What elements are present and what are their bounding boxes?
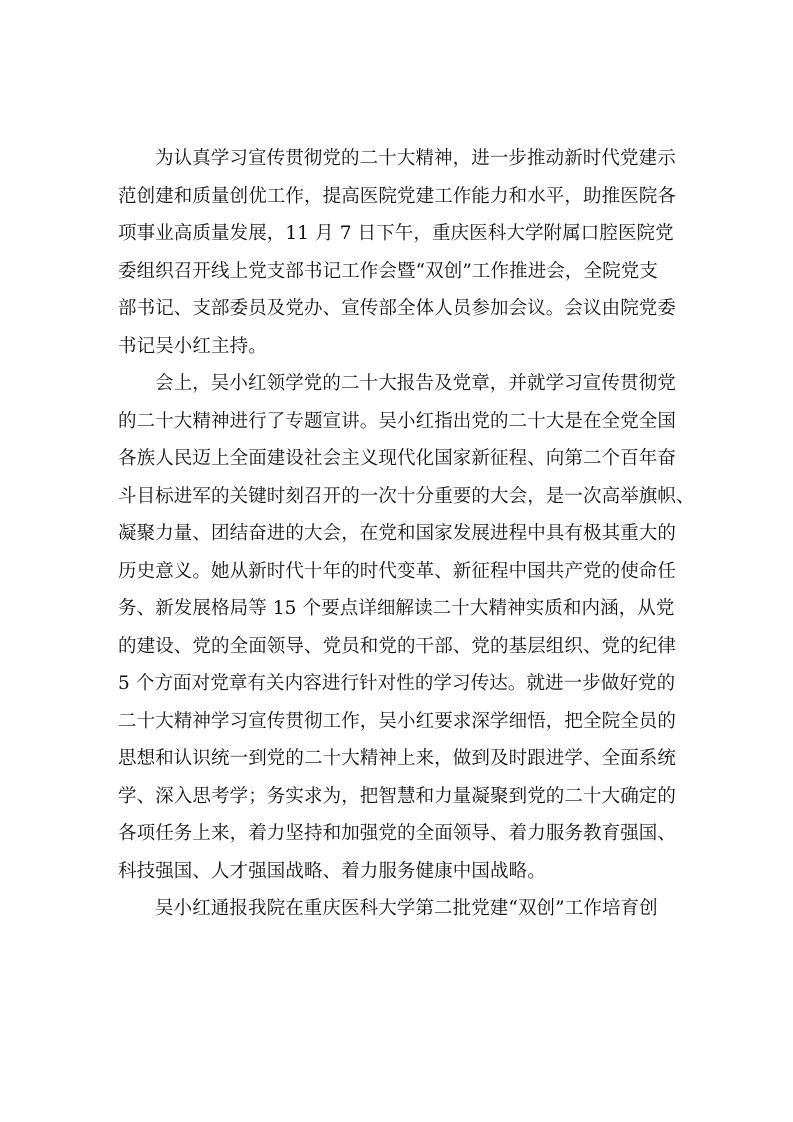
- paragraph-1-line-3: 项事业高质量发展，11 月 7 日下午，重庆医科大学附属口腔医院党: [118, 223, 674, 244]
- document-body: [118, 140, 695, 928]
- paragraph-2-line-2: 的二十大精神进行了专题宣讲。吴小红指出党的二十大是在全党全国: [118, 410, 677, 432]
- paragraph-2-line-4: 斗目标进军的关键时刻召开的一次十分重要的大会，是一次高举旗帜、: [118, 485, 695, 507]
- paragraph-1-line-5: 部书记、支部委员及党办、宣传部全体人员参加会议。会议由院党委: [118, 298, 677, 319]
- paragraph-1-line-6: 书记吴小红主持。: [118, 335, 267, 357]
- paragraph-2-line-8: 的建设、党的全面领导、党员和党的干部、党的基层组织、党的纪律: [118, 635, 677, 657]
- paragraph-2-line-13: 各项任务上来，着力坚持和加强党的全面领导、着力服务教育强国、: [118, 823, 677, 844]
- paragraph-1-line-4: 委组织召开线上党支部书记工作会暨“双创”工作推进会，全院党支: [118, 260, 658, 282]
- paragraph-2-line-14: 科技强国、人才强国战略、着力服务健康中国战略。: [118, 860, 546, 882]
- paragraph-2-line-3: 各族人民迈上全面建设社会主义现代化国家新征程、向第二个百年奋: [118, 448, 677, 469]
- paragraph-2-line-5: 凝聚力量、团结奋进的大会，在党和国家发展进程中具有极其重大的: [118, 523, 677, 544]
- paragraph-3-line-1: 吴小红通报我院在重庆医科大学第二批党建“双创”工作培育创: [155, 898, 658, 919]
- paragraph-2-line-9: 5 个方面对党章有关内容进行针对性的学习传达。就进一步做好党的: [118, 673, 676, 694]
- paragraph-2-line-7: 务、新发展格局等 15 个要点详细解读二十大精神实质和内涵，从党: [118, 598, 675, 619]
- paragraph-2-line-10: 二十大精神学习宣传贯彻工作，吴小红要求深学细悟，把全院全员的: [118, 710, 677, 732]
- paragraph-2-line-12: 学、深入思考学；务实求为，把智慧和力量凝聚到党的二十大确定的: [118, 785, 677, 807]
- paragraph-1-line-2: 范创建和质量创优工作，提高医院党建工作能力和水平，助推医院各: [118, 185, 677, 207]
- paragraph-2-line-11: 思想和认识统一到党的二十大精神上来，做到及时跟进学、全面系统: [118, 748, 677, 769]
- paragraph-2-line-1: 会上，吴小红领学党的二十大报告及党章，并就学习宣传贯彻党: [155, 373, 676, 394]
- paragraph-2-line-6: 历史意义。她从新时代十年的时代变革、新征程中国共产党的使命任: [118, 560, 677, 582]
- paragraph-1-line-1: 为认真学习宣传贯彻党的二十大精神，进一步推动新时代党建示: [155, 148, 676, 169]
